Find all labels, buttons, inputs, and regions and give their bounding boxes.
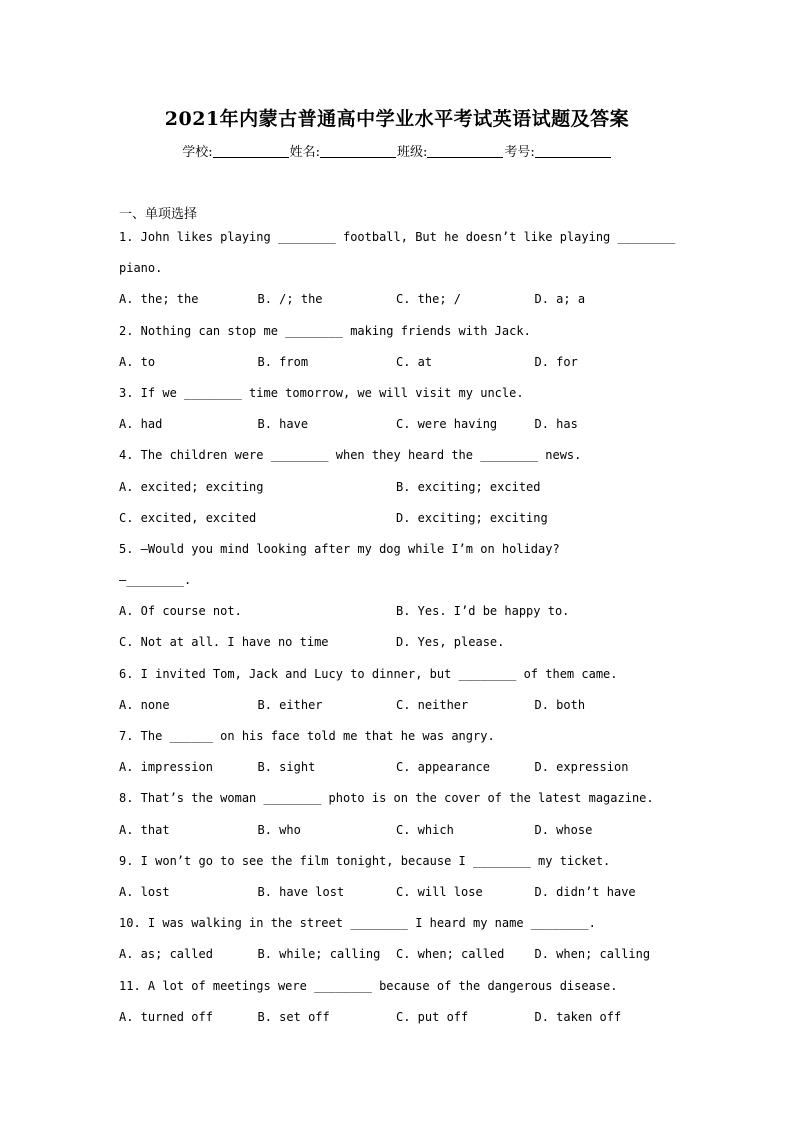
options-row <box>119 292 679 323</box>
option-d: D. Yes, please. <box>396 635 505 650</box>
option-d: D. didn’t have <box>534 884 636 899</box>
question-stem: 7. The ______ on his face told me that he was angry. <box>119 729 495 743</box>
option-c: C. will lose <box>396 884 483 899</box>
question-stem: 3. If we ________ time tomorrow, we will visit my uncle. <box>119 385 524 400</box>
option-b: B. Yes. I’d be happy to. <box>396 604 570 619</box>
exam-no-label: 考号: <box>504 145 535 160</box>
options-row <box>119 823 679 854</box>
option-a: A. none <box>119 697 170 712</box>
options-row <box>119 885 679 916</box>
question-stem: 10. I was walking in the street ________ I heard my name ________. <box>119 916 596 931</box>
option-a: A. impression <box>119 760 213 775</box>
question-stem: 8. That’s the woman ________ photo is on the cover of the latest magazine. <box>119 791 654 806</box>
student-info-row <box>0 141 794 160</box>
option-b: B. have lost <box>257 884 345 899</box>
option-a: A. turned off <box>119 1009 213 1024</box>
class-blank[interactable] <box>427 145 503 158</box>
option-d: D. whose <box>534 822 593 837</box>
options-row <box>119 947 679 978</box>
option-d: D. for <box>534 354 578 369</box>
question-stem: 6. I invited Tom, Jack and Lucy to dinner, but ________ of them came. <box>119 666 618 681</box>
option-a: A. Of course not. <box>119 604 242 619</box>
option-c: C. put off <box>396 1009 469 1024</box>
question-stem: 9. I won’t go to see the film tonight, because I ________ my ticket. <box>119 853 611 868</box>
question-stem: 11. A lot of meetings were ________ because of the dangerous disease. <box>119 978 618 993</box>
options-row <box>119 760 679 791</box>
options-row <box>119 698 679 729</box>
options-row <box>119 604 679 635</box>
class-label: 班级: <box>397 145 428 160</box>
option-c: C. were having <box>396 417 498 432</box>
option-b: B. sight <box>257 760 316 775</box>
option-c: C. at <box>396 354 433 369</box>
question-list <box>119 230 679 1041</box>
option-c: C. appearance <box>396 760 490 775</box>
section-heading: 一、单项选择 <box>119 207 198 222</box>
options-row <box>119 511 679 542</box>
option-a: A. as; called <box>119 947 213 962</box>
question-stem: 1. John likes playing ________ football, But he doesn’t like playing ________ <box>119 230 676 244</box>
option-b: B. exciting; excited <box>396 479 541 494</box>
question-stem-continued: piano. <box>119 261 163 276</box>
name-label: 姓名: <box>289 145 320 160</box>
option-c: C. the; / <box>396 292 462 307</box>
option-a: A. excited; exciting <box>119 479 264 494</box>
option-d: D. taken off <box>534 1009 622 1024</box>
options-row <box>119 480 679 511</box>
question-stem: 5. —Would you mind looking after my dog while I’m on holiday? <box>119 541 560 556</box>
option-b: B. /; the <box>257 292 323 307</box>
option-c: C. neither <box>396 697 469 712</box>
option-a: A. lost <box>119 884 170 899</box>
page-title: 2021年内蒙古普通高中学业水平考试英语试题及答案 <box>164 108 630 130</box>
option-c: C. Not at all. I have no time <box>119 635 329 650</box>
question-stem: 4. The children were ________ when they heard the ________ news. <box>119 448 582 463</box>
name-blank[interactable] <box>320 145 396 158</box>
option-a: A. had <box>119 417 163 432</box>
school-label: 学校: <box>182 145 213 160</box>
option-c: C. excited, excited <box>119 510 257 525</box>
options-row <box>119 417 679 448</box>
option-d: D. expression <box>534 760 629 775</box>
option-a: A. the; the <box>119 292 199 307</box>
option-d: D. has <box>534 417 578 432</box>
option-b: B. either <box>257 697 323 712</box>
option-b: B. while; calling <box>257 947 381 962</box>
school-blank[interactable] <box>213 145 289 158</box>
option-a: A. to <box>119 354 156 369</box>
option-b: B. set off <box>257 1009 330 1024</box>
option-b: B. from <box>257 354 309 369</box>
option-c: C. when; called <box>396 947 505 962</box>
option-a: A. that <box>119 822 170 837</box>
option-b: B. have <box>257 417 309 432</box>
exam-no-blank[interactable] <box>535 145 611 158</box>
options-row <box>119 1010 679 1041</box>
option-d: D. a; a <box>534 292 586 307</box>
options-row <box>119 355 679 386</box>
question-stem: 2. Nothing can stop me ________ making friends with Jack. <box>119 323 531 338</box>
option-c: C. which <box>396 822 454 837</box>
options-row <box>119 635 679 666</box>
option-b: B. who <box>257 822 301 837</box>
option-d: D. when; calling <box>534 947 651 962</box>
option-d: D. both <box>534 697 586 712</box>
question-stem-continued: —________. <box>119 573 192 588</box>
option-d: D. exciting; exciting <box>396 510 548 525</box>
